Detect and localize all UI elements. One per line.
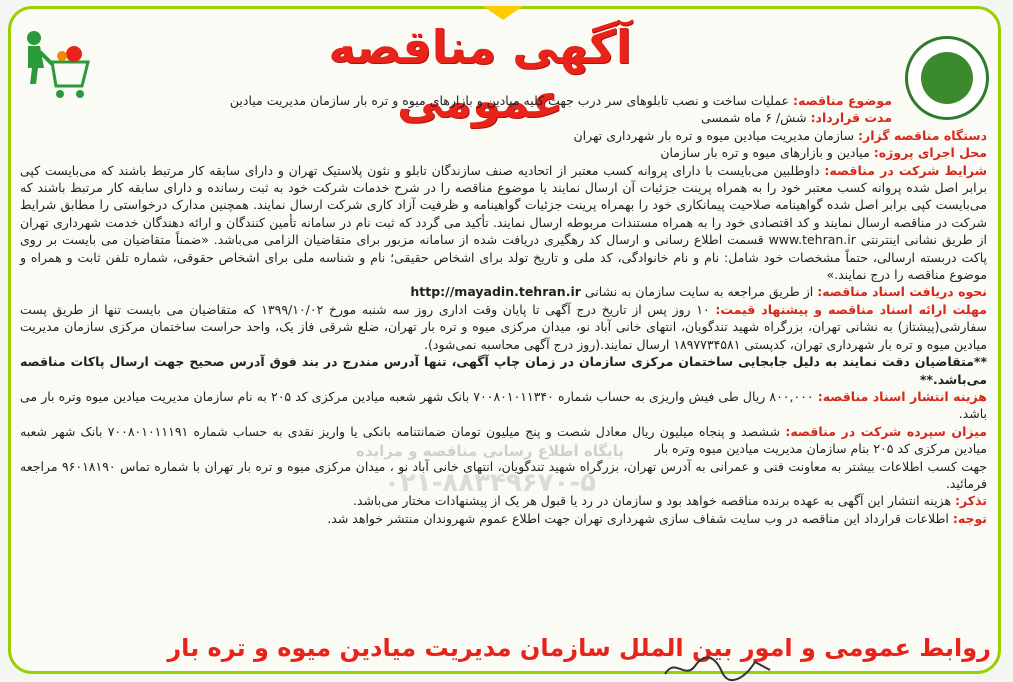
subject-text: عملیات ساخت و نصب تابلوهای سر درب جهت کلیه میادین و بازارهای میوه و تره بار سازمان مدیریت میادین [229,93,790,108]
deadline-paragraph [20,301,987,353]
tender-org-label: دستگاه مناقصه گزار: [858,127,987,143]
watermark-phone: ۰۲۱-۸۸۳۴۹۶۷۰-۵ [383,468,596,498]
docs-method-label: نحوه دریافت اسناد مناقصه: [817,284,987,300]
conditions-text: داوطلبین می‌بایست با دارای پروانه کسب معتبر از اتحادیه صنف سازندگان تابلو و نئون پلاستیک تهران و دارای سابقه کار مرتبط باشند که می‌بایست کپی برابر اصل شده پروانه کسب معتبر خود را به همراه پرینت جزئیات آن ارسال نمایند یا موضوع مناقصه را در شرح خدمات شرکت خود به ثبت رسانده و دارای سابقه کار مرتبط باشند که می‌بایست کپی برابر اصل شده گواهینامه صلاحیت پیمانکاری خود را بهمراه پرینت جزئیات گواهینامه و ظرفیت آزاد کاری شرکت ارسال نمایند. همچنین مدارک درخواستی را مطابق شرایط شرکت در مناقصه ارسال نمایند و کد اقتصادی خود را به همراه مستندات مربوطه ارسال نمایند. تأکید می گردد که ثبت نام در سامانه تأمین کنندگان و ارائه دهندگان خدمت شهرداری تهران از طریق نشانی اینترنتی www.tehran.ir قسمت اطلاع رسانی و ارسال کد رهگیری دریافت شده از سامانه مزبور برای متقاضیان الزامی می‌باشد. «ضمناً متقاضیان می بایست بر روی پاکت دربسته ارسالی، حتماً مشخصات خود شامل: نام و نام خانوادگی، کد ملی و تاریخ تولد برای اشخاص حقیقی؛ نام و شناسه ملی برای اشخاص حقوقی، شماره تلفن ثابت و همراه و موضوع مناقصه را درج نمایند.» [20,162,987,283]
deadline-text: ۱۰ روز پس از تاریخ درج آگهی تا پایان وقت اداری روز سه شنبه مورخ ۱۳۹۹/۱۰/۰۲ که متقاضیان می بایست تنها از طریق پست سفارشی(پیشتاز) به نشانی تهران، بزرگراه شهید تندگویان، انتهای خانی آباد نو، میدان مرکزی میوه و تره بار تهران، ضلع شرقی فاز یک، واحد حراست ساختمان مرکزی سازمان مدیریت میادین میوه و تره بار شهرداری تهران، کدپستی ۱۸۹۷۷۳۴۵۸۱ ارسال نمایند.(روز درج آگهی محاسبه نمی‌شود). [20,301,987,352]
page-title: آگهی مناقصه عمومی [328,20,632,128]
duration-line [20,109,892,126]
deposit-text: ششصد و پنجاه میلیون ریال معادل شصت و پنج میلیون تومان ضمانتنامه بانکی یا واریز نقدی به حساب شماره ۷۰۰۸۰۱۰۱۱۱۹۱ بانک شهر شعبه میادین مرکزی کد ۲۰۵ بنام سازمان مدیریت میادین میوه وتره بار [20,423,987,457]
conditions-paragraph [20,162,987,284]
tender-org-line [20,127,987,144]
attention-label: توجه: [952,510,987,526]
signature-scribble [660,652,780,682]
watermark-text: پایگاه اطلاع رسانی مناقصه و مزایده [356,442,624,460]
deadline-label: مهلت ارائه اسناد مناقصه و پیشنهاد قیمت: [715,301,987,317]
duration-text: شش/ ۶ ماه شمسی [700,110,807,126]
conditions-label: شرایط شرکت در مناقصه: [824,162,987,178]
footer-organization: روابط عمومی و امور بین الملل سازمان مدیریت میادین میوه و تره بار [167,634,991,662]
duration-label: مدت قرارداد: [810,110,892,126]
attention-text: اطلاعات قرارداد این مناقصه در وب سایت شفاف سازی شهرداری تهران جهت اطلاع عموم شهروندان منتشر خواهد شد. [327,510,949,526]
subject-label: موضوع مناقصه: [793,93,892,108]
location-line [20,144,987,161]
fee-label: هزینه انتشار اسناد مناقصه: [817,388,987,404]
reminder-label: تذکر: [955,493,987,509]
location-text: میادین و بازارهای میوه و تره بار سازمان [660,145,870,161]
subject-line [20,92,892,109]
tender-org-text: سازمان مدیریت میادین میوه و تره بار شهرداری تهران [573,127,855,143]
location-label: محل اجرای پروژه: [873,145,987,161]
info-paragraph: جهت کسب اطلاعات بیشتر به معاونت فنی و عمرانی به آدرس تهران، بزرگراه شهید تندگویان، انتهای خانی آباد نو ، میدان مرکزی میوه و تره بار تهران با شماره تماس ۹۶۰۱۸۱۹۰ مراجعه فرمائید. [20,458,987,491]
fee-text: ۸۰۰,۰۰۰ ریال طی فیش واریزی به حساب شماره ۷۰۰۸۰۱۰۱۱۳۴۰ بانک شهر شعبه میادین مرکزی کد ۲۰۵ به نام سازمان مدیریت میادین میوه وتره بار می باشد. [20,388,987,422]
fee-paragraph [20,388,987,423]
attention-line [20,510,987,527]
deposit-label: میزان سپرده شرکت در مناقصه: [785,423,988,439]
docs-method-line [20,283,987,300]
reminder-text: هزینه انتشار این آگهی به عهده برنده مناقصه خواهد بود و سازمان در رد یا قبول هر یک از پیشنهادات مختار می‌باشد. [352,493,952,509]
docs-method-text: از طریق مراجعه به سایت سازمان به نشانی [584,284,814,300]
docs-url-link[interactable]: http://mayadin.tehran.ir [410,284,581,300]
relocation-notice: **متقاضیان دقت نمایند به دلیل جابجایی ساختمان مرکزی سازمان در زمان چاپ آگهی، تنها آدرس مندرج در بند فوق آدرس صحیح جهت ارسال پاکات مناقصه می‌باشد.** [20,354,987,387]
notice-body [20,92,987,527]
